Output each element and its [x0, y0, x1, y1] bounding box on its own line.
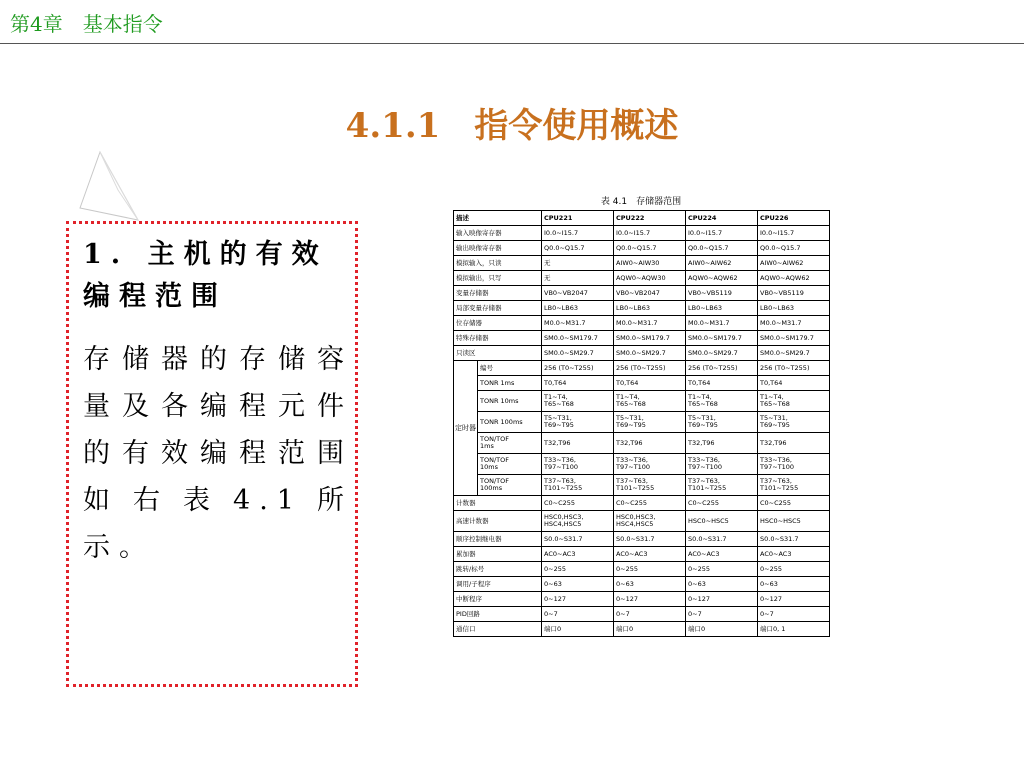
table-cell: I0.0~I15.7: [686, 226, 758, 241]
table-cell: AIW0~AIW30: [614, 256, 686, 271]
table-cell: LB0~LB63: [758, 301, 830, 316]
table-cell: VB0~VB5119: [686, 286, 758, 301]
table-cell: 0~255: [758, 562, 830, 577]
table-row: [454, 475, 830, 496]
row-label: 位存储器: [454, 316, 542, 331]
table-cell: T37~T63, T101~T255: [614, 475, 686, 496]
table-cell: Q0.0~Q15.7: [686, 241, 758, 256]
table-cell: AQW0~AQW30: [614, 271, 686, 286]
table-cell: 0~63: [542, 577, 614, 592]
row-label: 描述: [454, 211, 542, 226]
table-row: [454, 391, 830, 412]
header-divider: [0, 43, 1024, 44]
table-cell: AQW0~AQW62: [686, 271, 758, 286]
row-label: 只读区: [454, 346, 542, 361]
table-row: [454, 256, 830, 271]
table-cell: S0.0~S31.7: [758, 532, 830, 547]
table-cell: HSC0~HSC5: [758, 511, 830, 532]
table-cell: I0.0~I15.7: [614, 226, 686, 241]
table-row: [454, 361, 830, 376]
table-row: [454, 412, 830, 433]
table-cell: T1~T4, T65~T68: [542, 391, 614, 412]
table-cell: HSC0~HSC5: [686, 511, 758, 532]
table-cell: I0.0~I15.7: [542, 226, 614, 241]
table-cell: T37~T63, T101~T255: [758, 475, 830, 496]
table-cell: CPU226: [758, 211, 830, 226]
row-label: TON/TOF 100ms: [478, 475, 542, 496]
table-cell: T33~T36, T97~T100: [758, 454, 830, 475]
row-label: PID回路: [454, 607, 542, 622]
table-row: [454, 211, 830, 226]
table-cell: SM0.0~SM29.7: [614, 346, 686, 361]
row-label: 变量存储器: [454, 286, 542, 301]
table-row: [454, 331, 830, 346]
table-cell: 端口0: [542, 622, 614, 637]
table-cell: 0~127: [686, 592, 758, 607]
row-label: 高速计数器: [454, 511, 542, 532]
table-cell: AC0~AC3: [758, 547, 830, 562]
slide-header: [0, 0, 1024, 44]
row-label: 调用/子程序: [454, 577, 542, 592]
decorative-triangle-icon: [78, 150, 158, 230]
table-cell: 0~7: [686, 607, 758, 622]
table-cell: 0~127: [614, 592, 686, 607]
table-cell: T32,T96: [686, 433, 758, 454]
table-row: [454, 346, 830, 361]
table-row: [454, 607, 830, 622]
table-cell: LB0~LB63: [686, 301, 758, 316]
row-label: 通信口: [454, 622, 542, 637]
table-cell: SM0.0~SM29.7: [542, 346, 614, 361]
table-cell: T0,T64: [542, 376, 614, 391]
table-cell: T37~T63, T101~T255: [542, 475, 614, 496]
table-cell: LB0~LB63: [542, 301, 614, 316]
table-cell: T1~T4, T65~T68: [758, 391, 830, 412]
table-row: [454, 271, 830, 286]
memory-range-table-figure: [453, 194, 829, 637]
table-cell: 0~7: [542, 607, 614, 622]
table-cell: SM0.0~SM179.7: [614, 331, 686, 346]
table-cell: C0~C255: [614, 496, 686, 511]
table-cell: Q0.0~Q15.7: [542, 241, 614, 256]
table-cell: VB0~VB2047: [614, 286, 686, 301]
table-cell: AC0~AC3: [686, 547, 758, 562]
table-cell: T33~T36, T97~T100: [614, 454, 686, 475]
timer-group-label: 定时器: [454, 361, 478, 496]
table-cell: AC0~AC3: [542, 547, 614, 562]
table-cell: SM0.0~SM179.7: [758, 331, 830, 346]
table-row: [454, 241, 830, 256]
table-row: [454, 496, 830, 511]
table-cell: 0~63: [614, 577, 686, 592]
table-row: [454, 226, 830, 241]
table-cell: T5~T31, T69~T95: [686, 412, 758, 433]
table-cell: 0~255: [686, 562, 758, 577]
row-label: 中断程序: [454, 592, 542, 607]
row-label: TONR 10ms: [478, 391, 542, 412]
table-cell: SM0.0~SM179.7: [542, 331, 614, 346]
section-heading: 1. 主机的有效编程范围: [83, 239, 328, 312]
chapter-label: 第4章 基本指令: [10, 12, 163, 36]
table-cell: I0.0~I15.7: [758, 226, 830, 241]
table-cell: T5~T31, T69~T95: [542, 412, 614, 433]
row-label: 模拟输入，只读: [454, 256, 542, 271]
table-cell: T5~T31, T69~T95: [614, 412, 686, 433]
table-row: [454, 592, 830, 607]
table-cell: T33~T36, T97~T100: [686, 454, 758, 475]
row-label: TON/TOF 10ms: [478, 454, 542, 475]
table-cell: 256 (T0~T255): [542, 361, 614, 376]
table-cell: SM0.0~SM179.7: [686, 331, 758, 346]
table-cell: CPU222: [614, 211, 686, 226]
table-cell: VB0~VB2047: [542, 286, 614, 301]
slide-title: 4.1.1 指令使用概述: [345, 106, 679, 146]
table-cell: 256 (T0~T255): [686, 361, 758, 376]
table-cell: VB0~VB5119: [758, 286, 830, 301]
table-cell: S0.0~S31.7: [542, 532, 614, 547]
memory-range-table: [453, 210, 830, 637]
table-cell: T0,T64: [758, 376, 830, 391]
row-label: 输入映像寄存器: [454, 226, 542, 241]
table-cell: SM0.0~SM29.7: [686, 346, 758, 361]
table-cell: 0~7: [758, 607, 830, 622]
table-cell: C0~C255: [686, 496, 758, 511]
table-cell: T1~T4, T65~T68: [686, 391, 758, 412]
table-cell: T32,T96: [758, 433, 830, 454]
row-label: TONR 100ms: [478, 412, 542, 433]
table-cell: CPU224: [686, 211, 758, 226]
table-cell: T0,T64: [686, 376, 758, 391]
table-cell: S0.0~S31.7: [614, 532, 686, 547]
table-cell: M0.0~M31.7: [686, 316, 758, 331]
table-cell: 无: [542, 256, 614, 271]
table-cell: 端口0, 1: [758, 622, 830, 637]
table-cell: 无: [542, 271, 614, 286]
table-cell: AIW0~AIW62: [686, 256, 758, 271]
table-cell: 0~7: [614, 607, 686, 622]
table-cell: AQW0~AQW62: [758, 271, 830, 286]
row-label: TON/TOF 1ms: [478, 433, 542, 454]
table-cell: HSC0,HSC3, HSC4,HSC5: [614, 511, 686, 532]
table-cell: CPU221: [542, 211, 614, 226]
table-cell: M0.0~M31.7: [758, 316, 830, 331]
table-row: [454, 532, 830, 547]
table-cell: T32,T96: [542, 433, 614, 454]
table-row: [454, 433, 830, 454]
row-label: 顺序控制继电器: [454, 532, 542, 547]
row-label: 特殊存储器: [454, 331, 542, 346]
table-row: [454, 286, 830, 301]
row-label: 编号: [478, 361, 542, 376]
table-cell: T33~T36, T97~T100: [542, 454, 614, 475]
table-row: [454, 301, 830, 316]
section-body: 存储器的存储容量及各编程元件的有效编程范围如右表4.1所示。: [83, 344, 353, 563]
table-row: [454, 511, 830, 532]
row-label: 输出映像寄存器: [454, 241, 542, 256]
row-label: 模拟输出，只写: [454, 271, 542, 286]
table-row: [454, 562, 830, 577]
table-cell: 0~63: [758, 577, 830, 592]
table-cell: LB0~LB63: [614, 301, 686, 316]
table-cell: SM0.0~SM29.7: [758, 346, 830, 361]
row-label: TONR 1ms: [478, 376, 542, 391]
table-cell: T1~T4, T65~T68: [614, 391, 686, 412]
row-label: 计数器: [454, 496, 542, 511]
table-cell: T0,T64: [614, 376, 686, 391]
table-cell: Q0.0~Q15.7: [614, 241, 686, 256]
table-cell: 0~63: [686, 577, 758, 592]
table-cell: Q0.0~Q15.7: [758, 241, 830, 256]
table-row: [454, 376, 830, 391]
table-row: [454, 454, 830, 475]
table-row: [454, 547, 830, 562]
table-cell: 端口0: [614, 622, 686, 637]
row-label: 跳转/标号: [454, 562, 542, 577]
table-cell: HSC0,HSC3, HSC4,HSC5: [542, 511, 614, 532]
table-cell: 0~127: [758, 592, 830, 607]
table-cell: AIW0~AIW62: [758, 256, 830, 271]
table-row: [454, 622, 830, 637]
table-caption: 表 4.1 存储器范围: [600, 197, 682, 207]
row-label: 局部变量存储器: [454, 301, 542, 316]
table-cell: C0~C255: [758, 496, 830, 511]
table-cell: M0.0~M31.7: [614, 316, 686, 331]
table-cell: T5~T31, T69~T95: [758, 412, 830, 433]
table-cell: 256 (T0~T255): [614, 361, 686, 376]
table-cell: M0.0~M31.7: [542, 316, 614, 331]
table-cell: 0~127: [542, 592, 614, 607]
description-textbox: [66, 221, 358, 687]
table-cell: T37~T63, T101~T255: [686, 475, 758, 496]
table-row: [454, 577, 830, 592]
table-row: [454, 316, 830, 331]
table-cell: T32,T96: [614, 433, 686, 454]
table-cell: 端口0: [686, 622, 758, 637]
row-label: 累加器: [454, 547, 542, 562]
table-cell: S0.0~S31.7: [686, 532, 758, 547]
table-cell: C0~C255: [542, 496, 614, 511]
table-cell: AC0~AC3: [614, 547, 686, 562]
table-cell: 0~255: [542, 562, 614, 577]
table-cell: 0~255: [614, 562, 686, 577]
table-cell: 256 (T0~T255): [758, 361, 830, 376]
